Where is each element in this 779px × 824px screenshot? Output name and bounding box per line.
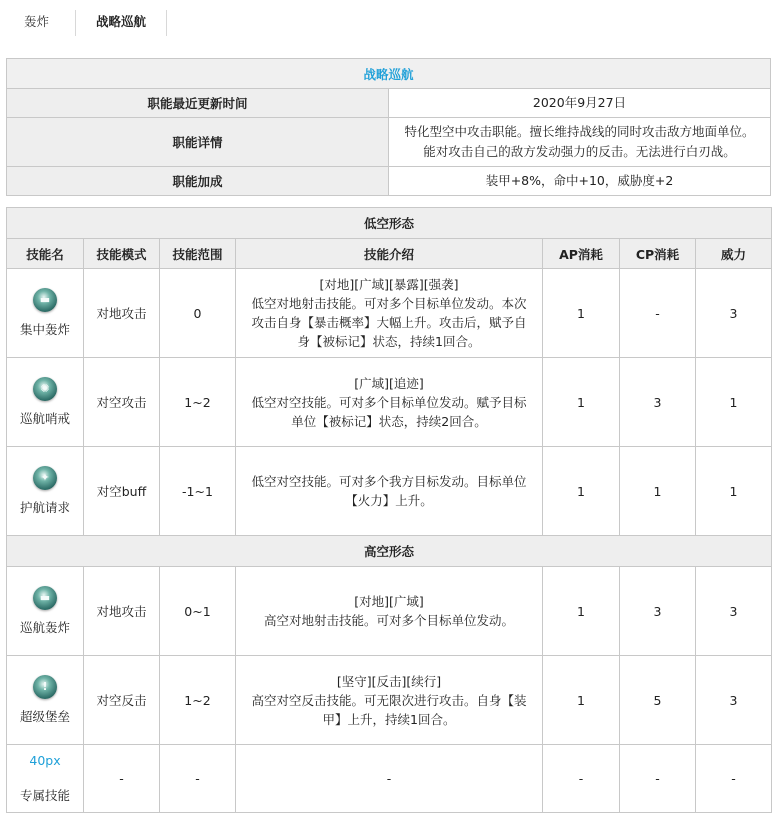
skill-name: 巡航轰炸 [19,620,70,635]
skill-intro [236,656,543,745]
skill-desc: 高空对空反击技能。可无限次进行攻击。自身【装甲】上升，持续1回合。 [251,692,527,727]
table-row [7,269,772,358]
skill-power: 3 [696,269,772,358]
header-skill-intro: 技能介绍 [236,239,543,269]
skill-power: 1 [696,447,772,536]
skill-ap: 1 [543,269,620,358]
skill-name-cell [7,358,84,447]
header-skill-name: 技能名 [7,239,84,269]
header-cp-cost: CP消耗 [620,239,696,269]
skill-range: 0~1 [160,567,236,656]
tab-bombing[interactable]: 轰炸 [6,10,76,36]
skill-name-cell [7,745,84,813]
exclusive-skill-link[interactable]: 40px [29,753,61,768]
skill-power: 3 [696,656,772,745]
skill-name: 超级堡垒 [19,709,70,724]
skill-cp: 1 [620,447,696,536]
role-bonus-label: 职能加成 [7,167,389,196]
escort-icon[interactable]: ✦ [33,466,57,490]
skill-range: 1~2 [160,358,236,447]
skill-ap: - [543,745,620,813]
role-bonus-value: 装甲+8%，命中+10，威胁度+2 [389,167,771,196]
table-row [7,447,772,536]
skill-ap: 1 [543,447,620,536]
skill-name: 护航请求 [19,500,70,515]
skill-name-cell [7,656,84,745]
update-time-label: 职能最近更新时间 [7,89,389,118]
skill-cp: 5 [620,656,696,745]
skill-desc: 低空对空技能。可对多个目标单位发动。赋予目标单位【被标记】状态，持续2回合。 [251,394,527,429]
shield-icon[interactable]: ! [33,675,57,699]
bomb-icon[interactable]: ▬ [33,586,57,610]
skill-tags: [广域][追迹] [354,375,424,391]
skill-table [6,207,772,813]
skill-mode: 对空反击 [84,656,160,745]
table-row [7,656,772,745]
skill-ap: 1 [543,358,620,447]
skill-name: 专属技能 [19,788,70,803]
skill-desc: 低空对空技能。可对多个我方目标发动。目标单位【火力】上升。 [251,474,527,508]
header-ap-cost: AP消耗 [543,239,620,269]
table-row [7,358,772,447]
skill-name-cell [7,269,84,358]
skill-name: 集中轰炸 [19,322,70,337]
skill-cp: - [620,745,696,813]
table-row [7,745,772,813]
skill-ap: 1 [543,567,620,656]
skill-power: 1 [696,358,772,447]
skill-power: - [696,745,772,813]
skill-name: 巡航哨戒 [19,411,70,426]
skill-mode: 对空buff [84,447,160,536]
skill-range: 1~2 [160,656,236,745]
skill-desc: 高空对地射击技能。可对多个目标单位发动。 [263,613,514,628]
skill-intro [236,447,543,536]
skill-intro [236,269,543,358]
low-altitude-section: 低空形态 [7,208,772,239]
skill-mode: 对地攻击 [84,269,160,358]
skill-name-cell [7,447,84,536]
header-skill-range: 技能范围 [160,239,236,269]
skill-mode: 对地攻击 [84,567,160,656]
skill-intro [236,567,543,656]
skill-mode: - [84,745,160,813]
high-altitude-section: 高空形态 [7,536,772,567]
skill-range: 0 [160,269,236,358]
skill-cp: 3 [620,567,696,656]
radar-icon[interactable]: ✺ [33,377,57,401]
skill-intro: - [236,745,543,813]
tab-bar [6,10,167,36]
table-row [7,567,772,656]
skill-mode: 对空攻击 [84,358,160,447]
bomb-icon[interactable]: ▬ [33,288,57,312]
role-detail-value: 特化型空中攻击职能。擅长维持战线的同时攻击敌方地面单位。能对攻击自己的敌方发动强力的反击。无法进行白刃战。 [389,118,771,167]
header-power: 威力 [696,239,772,269]
skill-tags: [对地][广域][暴露][强袭] [319,277,459,292]
role-title: 战略巡航 [7,59,771,89]
skill-cp: 3 [620,358,696,447]
skill-range: - [160,745,236,813]
tab-strategic-cruise[interactable]: 战略巡航 [76,10,167,36]
skill-cp: - [620,269,696,358]
update-time-value: 2020年9月27日 [389,89,771,118]
skill-desc: 低空对地射击技能。可对多个目标单位发动。本次攻击自身【暴击概率】大幅上升。攻击后，赋予自身【被标记】状态，持续1回合。 [251,296,527,349]
skill-tags: [坚守][反击][续行] [336,673,442,689]
header-skill-mode: 技能模式 [84,239,160,269]
role-info-table [6,58,771,196]
skill-ap: 1 [543,656,620,745]
skill-intro [236,358,543,447]
skill-range: -1~1 [160,447,236,536]
role-detail-label: 职能详情 [7,118,389,167]
skill-tags: [对地][广域] [354,594,424,609]
skill-name-cell [7,567,84,656]
skill-power: 3 [696,567,772,656]
